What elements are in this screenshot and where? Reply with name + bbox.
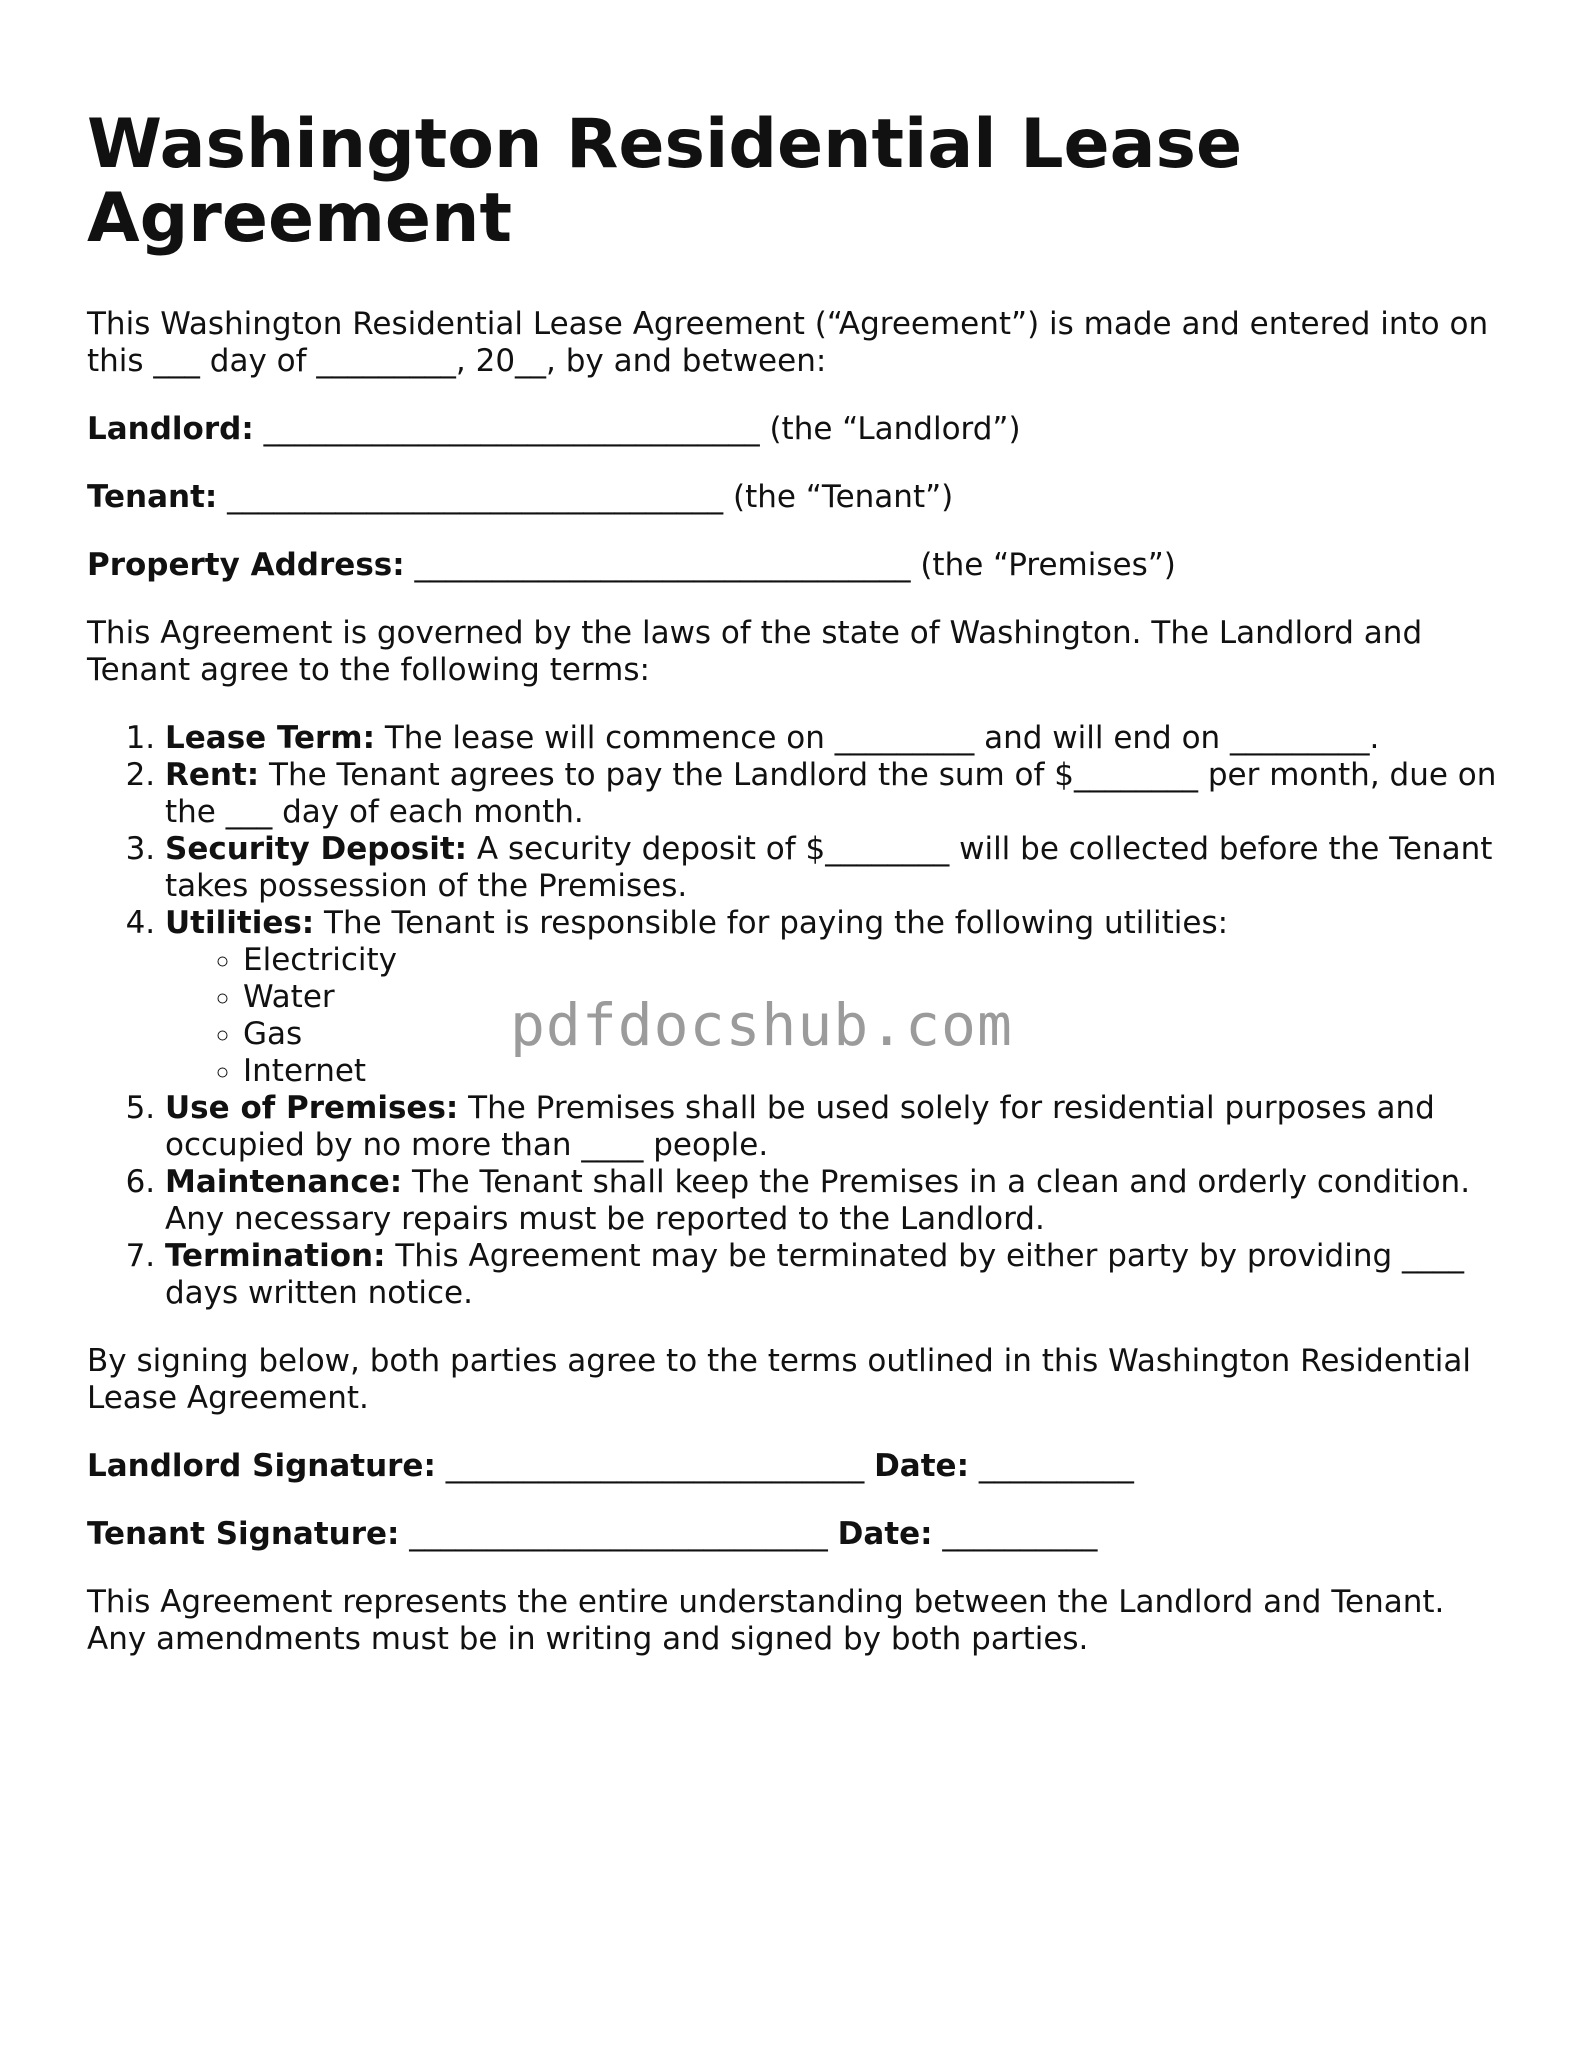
utility-item: ◦ Gas — [243, 1016, 1507, 1053]
term-text: A security deposit of $________ will be collected before the Tenant takes possession of the Premises. — [165, 831, 1493, 904]
term-text: This Agreement may be terminated by either party by providing ____ days written notice. — [165, 1238, 1465, 1311]
document-title: Washington Residential Lease Agreement — [87, 105, 1243, 258]
landlord-signature-line — [87, 1448, 1507, 1485]
tenant-signature-line — [87, 1516, 1507, 1553]
utility-item: ◦ Water — [243, 979, 1507, 1016]
term-item-use-of-premises — [165, 1090, 1507, 1164]
tenant-signature-label: Tenant Signature: — [87, 1516, 400, 1552]
tenant-date-blank: __________ — [932, 1516, 1098, 1552]
closing-paragraph: This Agreement represents the entire understanding between the Landlord and Tenant. Any amendments must be in writing and signed by both parties. — [87, 1584, 1445, 1657]
document-page — [87, 105, 1507, 1689]
term-item-maintenance — [165, 1164, 1507, 1238]
watermark: pdfdocshub.com — [510, 991, 1013, 1059]
term-label: Termination: — [165, 1238, 386, 1274]
landlord-signature-label: Landlord Signature: — [87, 1448, 436, 1484]
signing-statement: By signing below, both parties agree to the terms outlined in this Washington Residential Lease Agreement. — [87, 1343, 1471, 1416]
term-label: Rent: — [165, 757, 260, 793]
term-label: Lease Term: — [165, 720, 376, 756]
tenant-date-label: Date: — [837, 1516, 933, 1552]
intro-paragraph: This Washington Residential Lease Agreement (“Agreement”) is made and entered into on this ___ day of _________, 20__, by and between: — [87, 306, 1489, 379]
term-text: The Tenant is responsible for paying the following utilities: — [314, 905, 1229, 941]
landlord-label: Landlord: — [87, 411, 254, 447]
term-item-rent — [165, 757, 1507, 831]
term-item-termination — [165, 1238, 1507, 1312]
utility-item: ◦ Electricity — [243, 942, 1507, 979]
term-text: The Tenant shall keep the Premises in a clean and orderly condition. Any necessary repairs must be reported to the Landlord. — [165, 1164, 1471, 1237]
term-text: The Premises shall be used solely for residential purposes and occupied by no more than ____ people. — [165, 1090, 1435, 1163]
term-text: The Tenant agrees to pay the Landlord the sum of $________ per month, due on the ___ day of each month. — [165, 757, 1497, 830]
landlord-date-blank: __________ — [968, 1448, 1134, 1484]
landlord-value: ________________________________ (the “Landlord”) — [253, 411, 1021, 447]
term-item-security-deposit — [165, 831, 1507, 905]
landlord-field — [87, 411, 1507, 448]
governing-law-paragraph: This Agreement is governed by the laws of the state of Washington. The Landlord and Tenant agree to the following terms: — [87, 615, 1423, 688]
tenant-signature-blank: ___________________________ — [399, 1516, 838, 1552]
utility-item: ◦ Internet — [243, 1053, 1507, 1090]
tenant-label: Tenant: — [87, 479, 218, 515]
term-item-lease-term — [165, 720, 1507, 757]
property-address-label: Property Address: — [87, 547, 405, 583]
term-label: Security Deposit: — [165, 831, 468, 867]
term-text: The lease will commence on _________ and will end on _________. — [375, 720, 1380, 756]
term-label: Utilities: — [165, 905, 315, 941]
landlord-signature-blank: ___________________________ — [435, 1448, 875, 1484]
landlord-date-label: Date: — [874, 1448, 969, 1484]
property-address-field — [87, 547, 1507, 584]
property-address-value: ________________________________ (the “Premises”) — [404, 547, 1176, 583]
term-label: Maintenance: — [165, 1164, 403, 1200]
term-label: Use of Premises: — [165, 1090, 459, 1126]
tenant-value: ________________________________ (the “Tenant”) — [217, 479, 954, 515]
tenant-field — [87, 479, 1507, 516]
